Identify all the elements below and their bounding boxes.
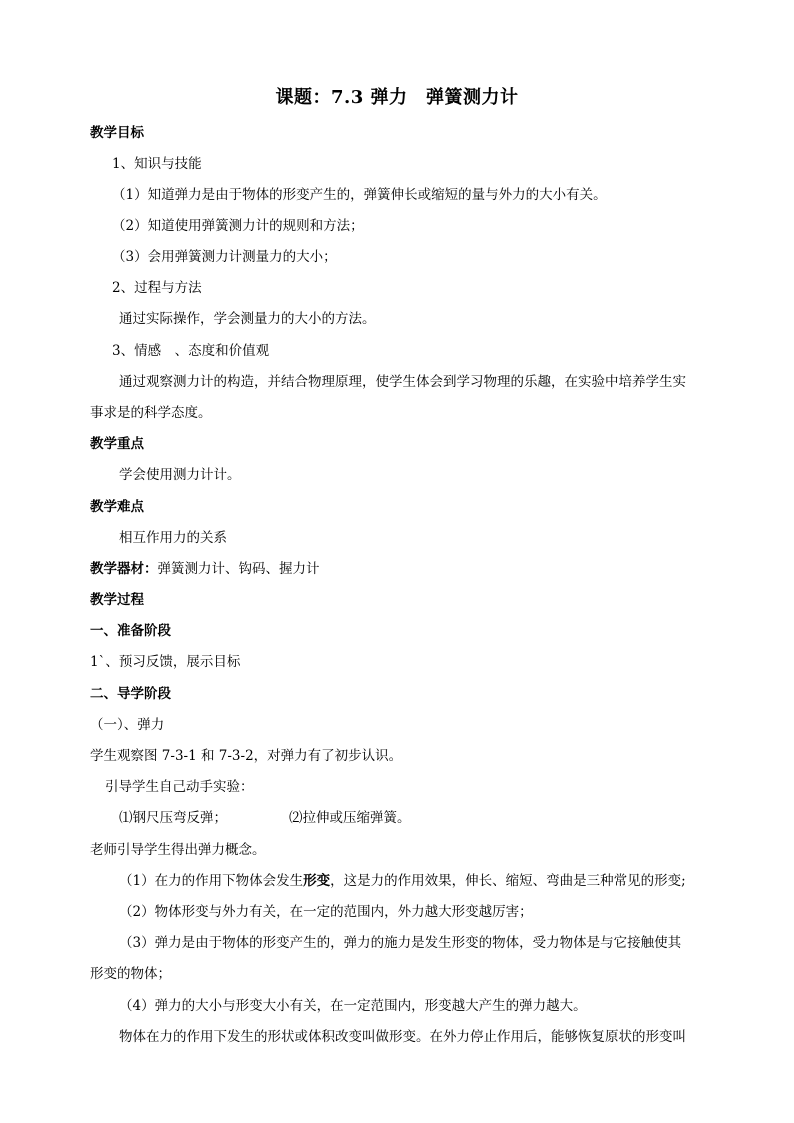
- section-1-heading: （一）、弹力: [90, 717, 165, 733]
- point-1: [119, 871, 686, 891]
- point-1-bold: 形变: [303, 873, 331, 889]
- objective-3-title: 3、情感 、态度和价值观: [112, 343, 270, 359]
- page-title: 课题：7.3 弹力 弹簧测力计: [275, 87, 519, 108]
- difficulty-text: 相互作用力的关系: [119, 530, 227, 546]
- experiment-1: ⑴钢尺压弯反弹；: [119, 810, 227, 826]
- stage-1-heading: 一、准备阶段: [90, 623, 171, 639]
- objectives-heading: 教学目标: [90, 125, 144, 141]
- point-2: （2）物体形变与外力有关，在一定的范围内，外力越大形变越厉害；: [119, 904, 533, 920]
- objective-1-item-3: （3）会用弹簧测力计测量力的大小；: [112, 249, 337, 265]
- objective-3-text-line-2: 事求是的科学态度。: [90, 405, 212, 421]
- observe-text: 学生观察图 7-3-1 和 7-3-2，对弹力有了初步认识。: [90, 748, 403, 764]
- point-4: （4）弹力的大小与形变大小有关，在一定范围内，形变越大产生的弹力越大。: [119, 998, 587, 1014]
- experiment-line: [119, 808, 411, 828]
- guide-text: 引导学生自己动手实验：: [105, 779, 254, 795]
- point-3-line-1: （3）弹力是由于物体的形变产生的，弹力的施力是发生形变的物体，受力物体是与它接触使其: [119, 935, 682, 951]
- equipment-label: 教学器材：: [90, 561, 158, 577]
- deformation-definition: 物体在力的作用下发生的形状或体积改变叫做形变。在外力停止作用后，能够恢复原状的形变叫: [119, 1029, 686, 1045]
- objective-2-text: 通过实际操作，学会测量力的大小的方法。: [119, 311, 376, 327]
- equipment-text: 弹簧测力计、钩码、握力计: [157, 561, 320, 577]
- stage-2-heading: 二、导学阶段: [90, 686, 171, 702]
- equipment-line: [90, 559, 320, 579]
- process-heading: 教学过程: [90, 592, 144, 608]
- stage-1-item: 1`、预习反馈，展示目标: [90, 654, 241, 670]
- point-3-line-2: 形变的物体；: [90, 966, 171, 982]
- objective-3-text-line-1: 通过观察测力计的构造，并结合物理原理，使学生体会到学习物理的乐趣，在实验中培养学生实: [119, 374, 686, 390]
- teacher-text: 老师引导学生得出弹力概念。: [90, 842, 266, 858]
- objective-2-title: 2、过程与方法: [112, 280, 202, 296]
- key-points-heading: 教学重点: [90, 436, 144, 452]
- difficulty-heading: 教学难点: [90, 499, 144, 515]
- objective-1-item-1: （1）知道弹力是由于物体的形变产生的，弹簧伸长或缩短的量与外力的大小有关。: [112, 187, 607, 203]
- objective-1-title: 1、知识与技能: [112, 156, 202, 172]
- key-points-text: 学会使用测力计计。: [119, 467, 241, 483]
- point-1-prefix: （1）在力的作用下物体会发生: [119, 873, 304, 889]
- objective-1-item-2: （2）知道使用弹簧测力计的规则和方法；: [112, 218, 364, 234]
- point-1-suffix: ，这是力的作用效果，伸长、缩短、弯曲是三种常见的形变;: [330, 873, 686, 889]
- experiment-2: ⑵拉伸或压缩弹簧。: [289, 810, 411, 826]
